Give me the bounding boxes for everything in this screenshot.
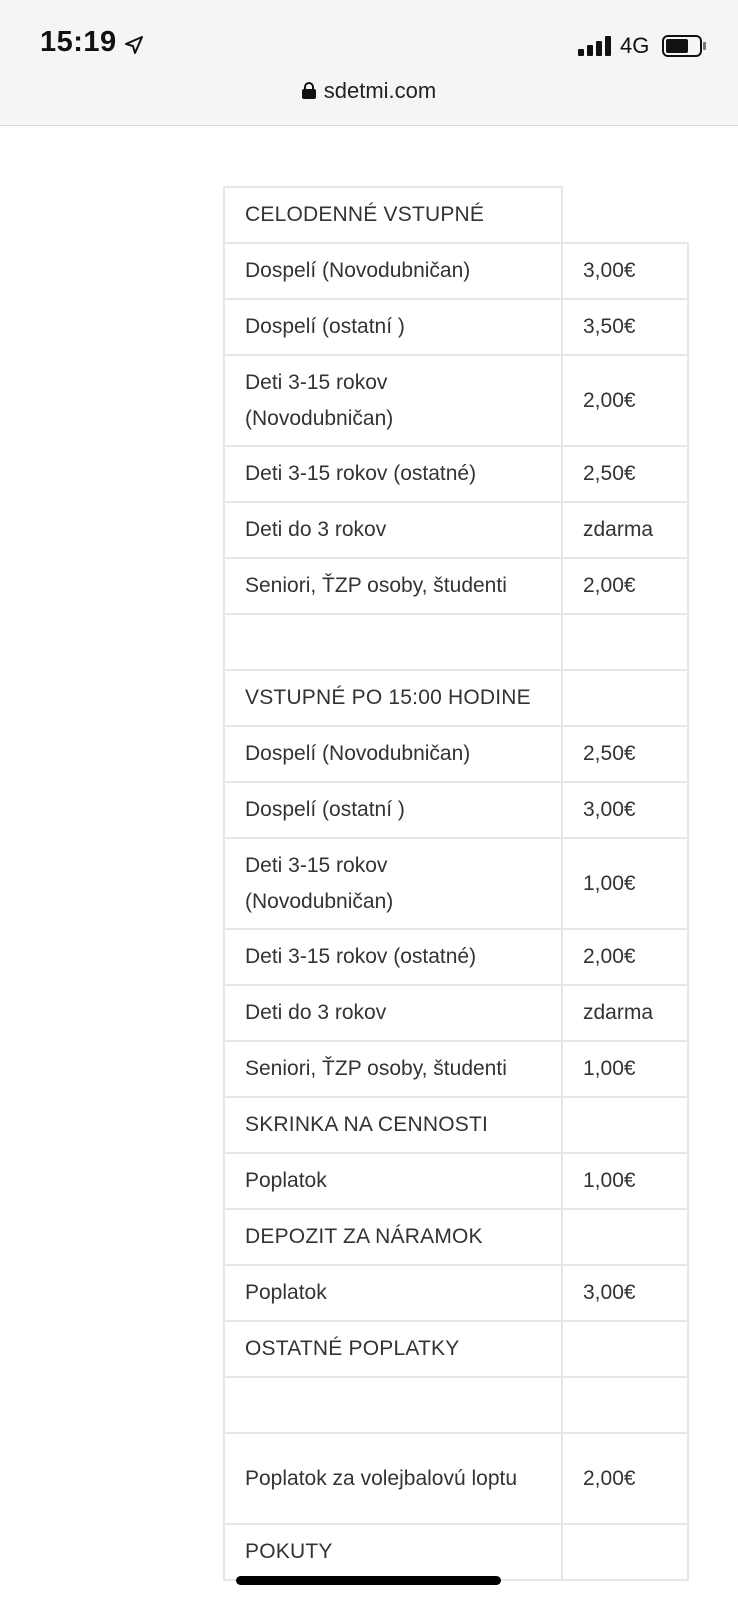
row-label: Deti do 3 rokov [224, 502, 562, 558]
price-cell [562, 1097, 688, 1153]
row-label: Poplatok [224, 1265, 562, 1321]
price-cell [562, 1321, 688, 1377]
section-title: VSTUPNÉ PO 15:00 HODINE [224, 670, 562, 726]
row-label: Seniori, ŤZP osoby, študenti [224, 558, 562, 614]
address-bar[interactable] [0, 78, 738, 104]
price-cell: 3,00€ [562, 1265, 688, 1321]
price-cell: 1,00€ [562, 1041, 688, 1097]
price-cell: 1,00€ [562, 838, 688, 929]
row-label: Dospelí (ostatní ) [224, 782, 562, 838]
table-row [224, 355, 688, 446]
price-cell [562, 1209, 688, 1265]
table-row [224, 558, 688, 614]
table-row [224, 782, 688, 838]
price-table [223, 186, 689, 1581]
price-cell: 3,00€ [562, 243, 688, 299]
price-cell: 2,00€ [562, 929, 688, 985]
price-cell: zdarma [562, 985, 688, 1041]
table-row [224, 929, 688, 985]
table-row [224, 838, 688, 929]
table-row [224, 299, 688, 355]
section-title: SKRINKA NA CENNOSTI [224, 1097, 562, 1153]
row-label: Deti 3-15 rokov (Novodubničan) [224, 355, 562, 446]
status-time: 15:19 [40, 26, 117, 58]
row-label: Dospelí (ostatní ) [224, 299, 562, 355]
battery-icon [662, 35, 708, 57]
price-cell: 2,00€ [562, 355, 688, 446]
price-cell: 3,00€ [562, 782, 688, 838]
price-cell: 2,50€ [562, 726, 688, 782]
row-label: Deti 3-15 rokov (ostatné) [224, 929, 562, 985]
signal-bars-icon [578, 36, 614, 56]
price-cell: 1,00€ [562, 1153, 688, 1209]
row-label [224, 1377, 562, 1433]
row-label: Poplatok za volejbalovú loptu [224, 1433, 562, 1524]
section-row [224, 1321, 688, 1377]
table-row [224, 502, 688, 558]
price-cell: zdarma [562, 502, 688, 558]
price-cell: 2,00€ [562, 1433, 688, 1524]
row-label: Seniori, ŤZP osoby, študenti [224, 1041, 562, 1097]
section-row [224, 1524, 688, 1580]
section-row [224, 670, 688, 726]
price-cell: 2,00€ [562, 558, 688, 614]
table-row [224, 1041, 688, 1097]
section-row [224, 1209, 688, 1265]
price-cell [562, 670, 688, 726]
price-cell [562, 187, 688, 243]
url-text: sdetmi.com [323, 78, 437, 103]
price-cell [562, 614, 688, 670]
section-title: DEPOZIT ZA NÁRAMOK [224, 1209, 562, 1265]
row-label: Deti 3-15 rokov (Novodubničan) [224, 838, 562, 929]
section-row [224, 187, 688, 243]
status-bar [0, 0, 738, 126]
lock-icon [302, 79, 316, 96]
price-cell [562, 1524, 688, 1580]
location-arrow-icon [124, 35, 144, 55]
row-label: Deti do 3 rokov [224, 985, 562, 1041]
row-label [224, 614, 562, 670]
row-label: Poplatok [224, 1153, 562, 1209]
table-row [224, 1153, 688, 1209]
section-row [224, 1097, 688, 1153]
section-title: OSTATNÉ POPLATKY [224, 1321, 562, 1377]
price-cell: 3,50€ [562, 299, 688, 355]
section-title: CELODENNÉ VSTUPNÉ [224, 187, 562, 243]
table-row [224, 1265, 688, 1321]
row-label: Deti 3-15 rokov (ostatné) [224, 446, 562, 502]
section-title: POKUTY [224, 1524, 562, 1580]
row-label: Dospelí (Novodubničan) [224, 243, 562, 299]
home-indicator[interactable] [236, 1576, 501, 1585]
price-cell: 2,50€ [562, 446, 688, 502]
table-row [224, 985, 688, 1041]
table-row [224, 1433, 688, 1524]
blank-row [224, 614, 688, 670]
table-row [224, 726, 688, 782]
row-label: Dospelí (Novodubničan) [224, 726, 562, 782]
price-cell [562, 1377, 688, 1433]
table-row [224, 243, 688, 299]
network-type: 4G [620, 33, 650, 58]
blank-row [224, 1377, 688, 1433]
table-row [224, 446, 688, 502]
